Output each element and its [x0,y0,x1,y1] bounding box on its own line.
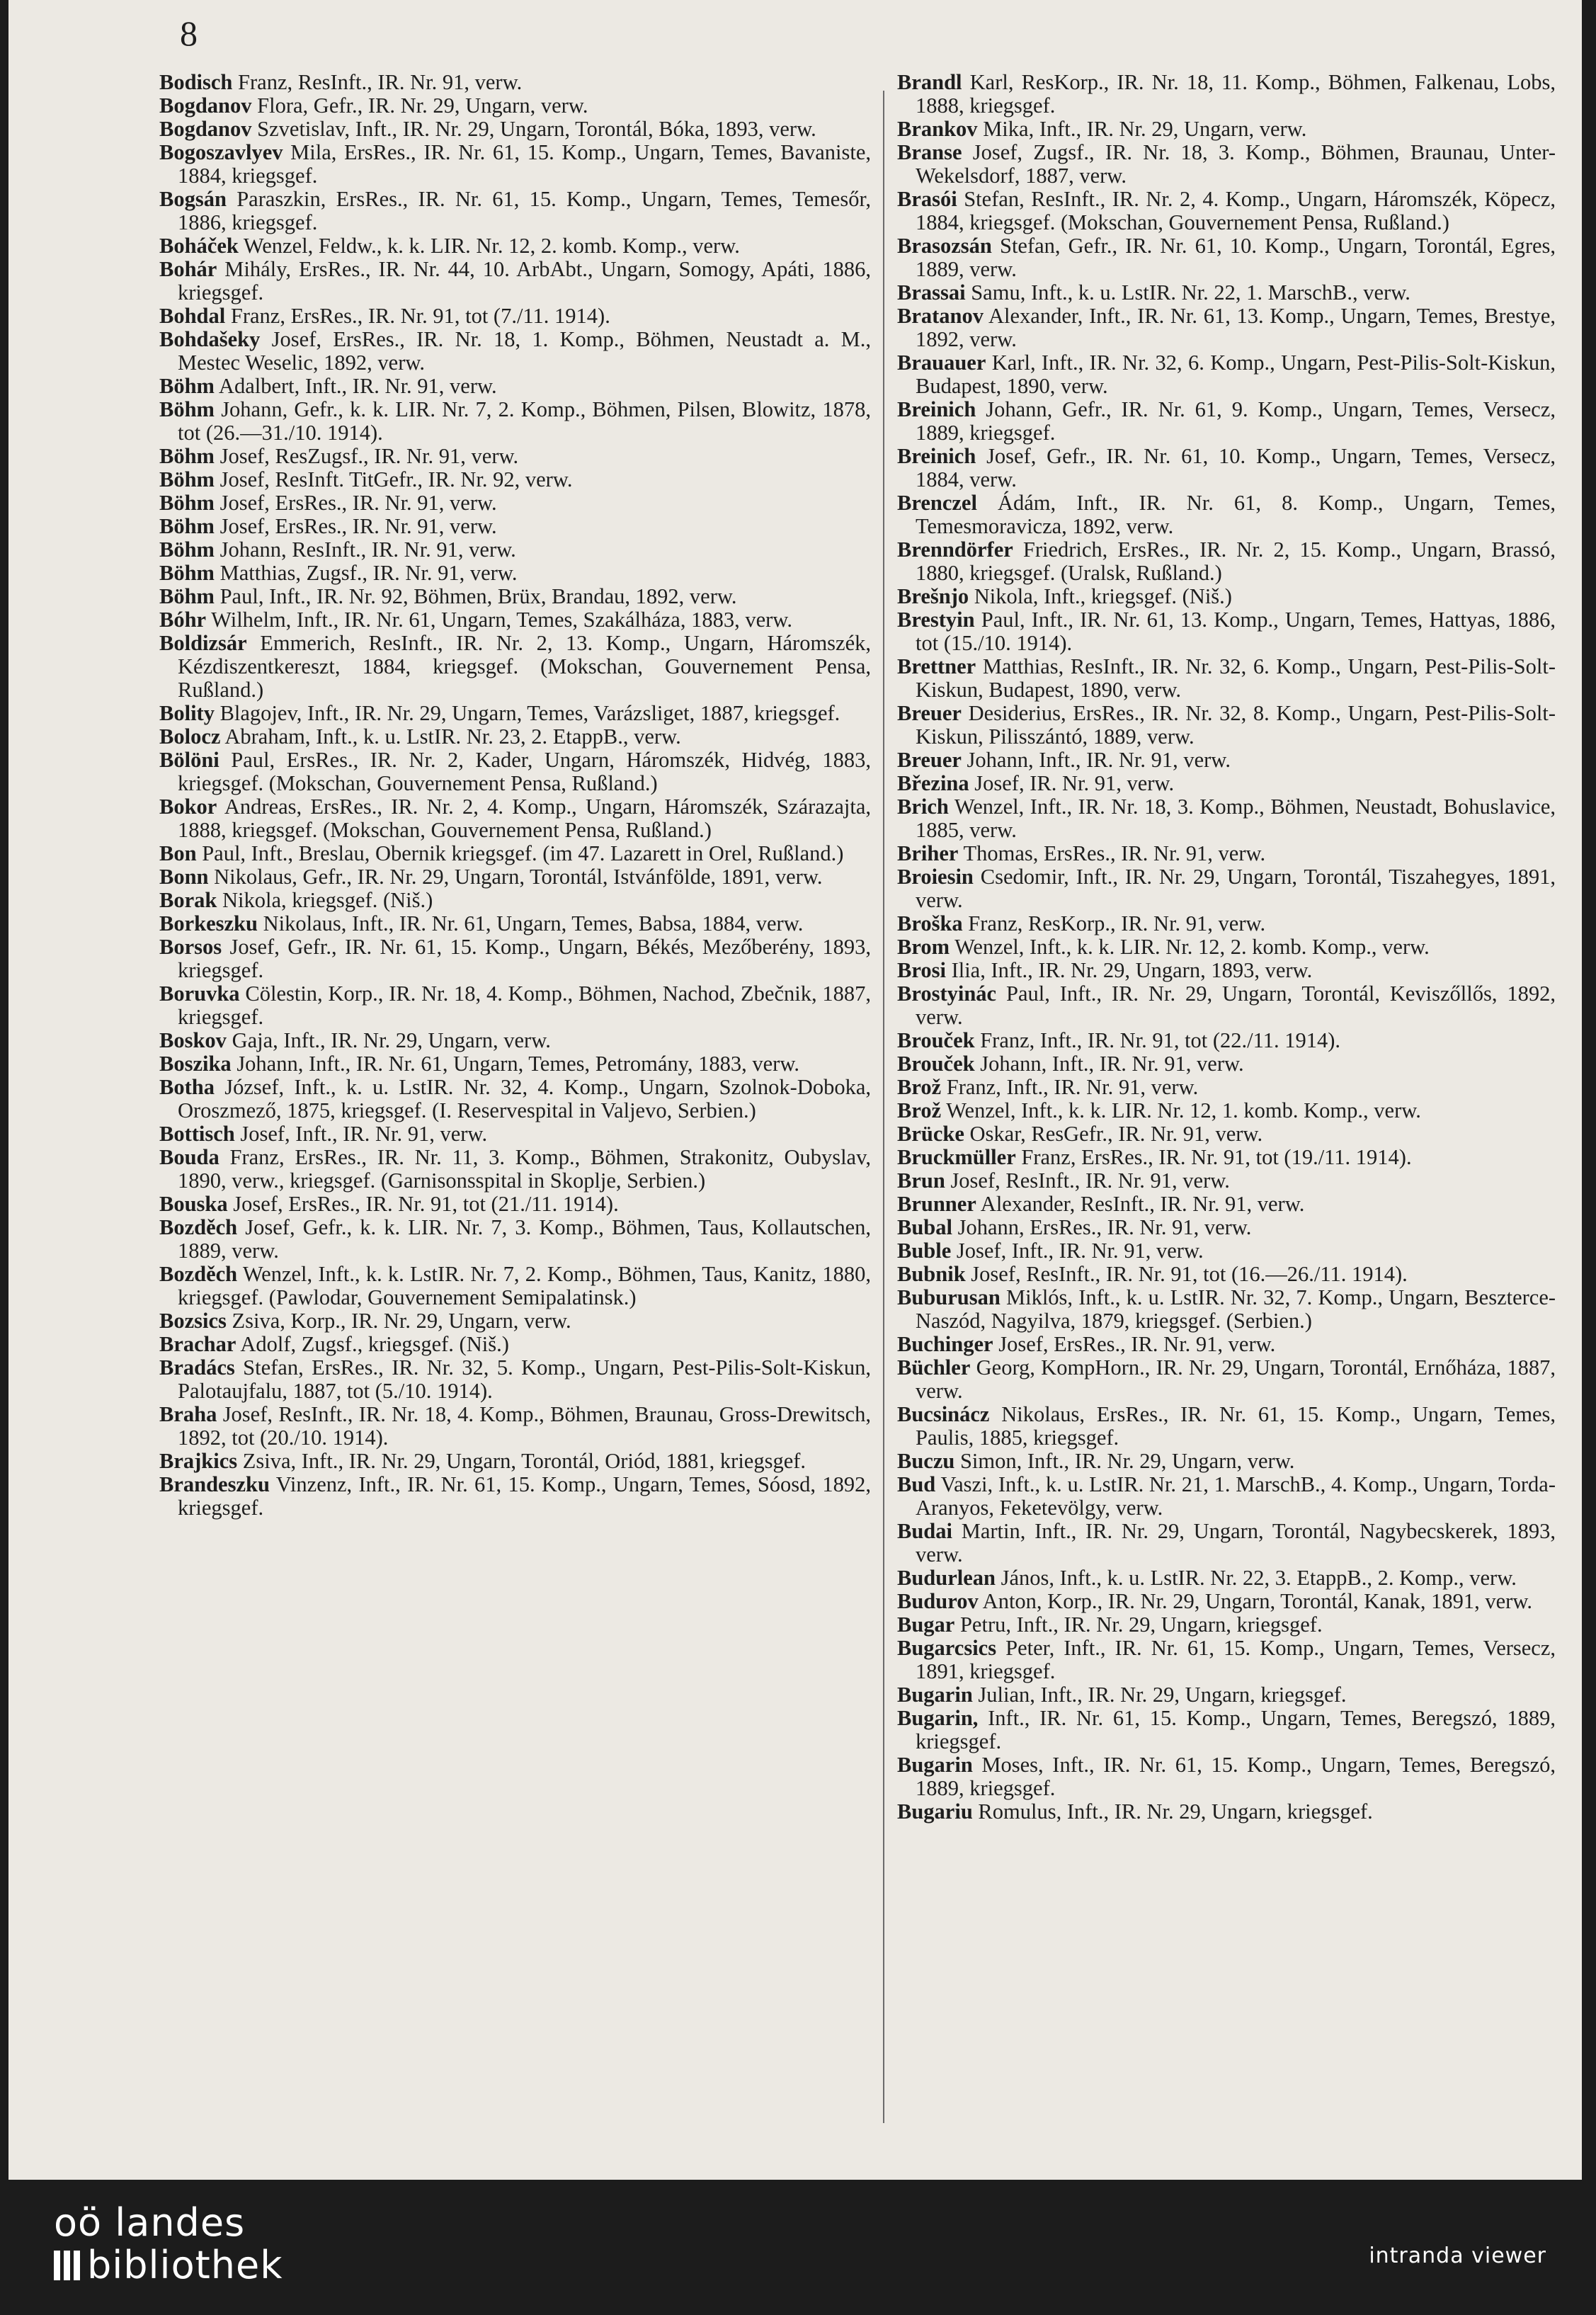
list-entry [897,1613,1556,1637]
entry-details: Johann, ResInft., IR. Nr. 91, verw. [220,537,516,562]
entry-surname: Boszika [159,1052,232,1076]
entry-surname: Boskov [159,1028,227,1052]
entry-surname: Böhm [159,397,215,421]
entry-surname: Bud [897,1472,936,1496]
list-entry [897,118,1556,141]
entry-surname: Böhm [159,467,215,491]
list-entry [159,608,871,632]
entry-details: Cölestin, Korp., IR. Nr. 18, 4. Komp., Böhmen, Nachod, Zbečnik, 1887, kriegsgef. [178,982,872,1029]
entry-details: Paul, Inft., IR. Nr. 92, Böhmen, Brüx, Brandau, 1892, verw. [220,584,737,608]
entry-details: Andreas, ErsRes., IR. Nr. 2, 4. Komp., Ungarn, Háromszék, Szárazajta, 1888, kriegsgef. (Mokschan, Gouvernement Pensa, Rußland.) [178,795,871,842]
entry-surname: Bogsán [159,187,227,211]
entry-surname: Borkeszku [159,911,258,935]
entry-surname: Buburusan [897,1285,1001,1309]
entry-surname: Brešnjo [897,584,969,608]
list-entry [159,889,871,912]
entry-surname: Bugarin [897,1753,973,1777]
list-entry [897,865,1556,912]
list-entry [897,1099,1556,1122]
list-entry [159,1122,871,1146]
entry-surname: Brandeszku [159,1472,270,1496]
list-entry [897,1263,1556,1286]
entry-surname: Bubal [897,1215,952,1239]
entry-surname: Brož [897,1075,942,1099]
entry-surname: Breinich [897,397,976,421]
entry-details: Blagojev, Inft., IR. Nr. 29, Ungarn, Temes, Varázsliget, 1887, kriegsgef. [220,701,840,725]
logo-line-1: oö landes [54,2200,246,2245]
list-entry [897,1333,1556,1356]
list-entry [159,1076,871,1122]
entry-surname: Breuer [897,701,962,725]
entry-details: Wenzel, Inft., k. k. LIR. Nr. 12, 2. komb. Komp., verw. [954,935,1430,959]
entry-surname: Bubnik [897,1262,966,1286]
list-entry [897,702,1556,749]
entry-details: Csedomir, Inft., IR. Nr. 29, Ungarn, Torontál, Tiszahegyes, 1891, verw. [916,865,1556,912]
entry-details: Ilia, Inft., IR. Nr. 29, Ungarn, 1893, verw. [951,958,1313,982]
entry-details: Inft., IR. Nr. 61, 15. Komp., Ungarn, Temes, Beregszó, 1889, kriegsgef. [916,1706,1556,1753]
list-entry [159,935,871,982]
entry-details: Josef, Gefr., IR. Nr. 61, 10. Komp., Ungarn, Temes, Versecz, 1884, verw. [916,444,1556,491]
entry-details: Johann, Gefr., IR. Nr. 61, 9. Komp., Ungarn, Temes, Versecz, 1889, kriegsgef. [916,397,1556,445]
entry-details: Wenzel, Inft., k. k. LstIR. Nr. 7, 2. Komp., Böhmen, Taus, Kanitz, 1880, kriegsgef. (Pawlodar, Gouvernement Semipalatinsk.) [178,1262,871,1309]
entry-details: Josef, ErsRes., IR. Nr. 91, verw. [220,514,497,538]
entry-surname: Böhm [159,374,215,398]
viewer-label[interactable]: intranda viewer [1369,2243,1546,2268]
entry-surname: Bölöni [159,748,220,772]
entry-details: Josef, Inft., IR. Nr. 91, verw. [956,1239,1204,1263]
list-entry [159,795,871,842]
list-entry [159,1333,871,1356]
entry-surname: Büchler [897,1355,971,1380]
entry-surname: Bohár [159,257,217,281]
entry-surname: Botha [159,1075,215,1099]
list-entry [159,725,871,749]
entry-surname: Bohdašeky [159,327,261,351]
entry-surname: Bugar [897,1612,955,1637]
entry-details: Johann, Inft., IR. Nr. 91, verw. [980,1052,1244,1076]
list-entry [159,1146,871,1193]
list-entry [159,1309,871,1333]
entry-details: Romulus, Inft., IR. Nr. 29, Ungarn, kriegsgef. [978,1799,1373,1824]
entry-surname: Brandl [897,70,962,94]
list-entry [159,982,871,1029]
entry-surname: Broiesin [897,865,974,889]
column-divider [883,91,884,2123]
list-entry [897,1239,1556,1263]
list-entry [159,1356,871,1403]
entry-details: Martin, Inft., IR. Nr. 29, Ungarn, Torontál, Nagybecskerek, 1893, verw. [916,1519,1556,1566]
logo-line-2-text: bibliothek [87,2243,283,2287]
entry-surname: Brosi [897,958,946,982]
list-entry [897,749,1556,772]
entry-surname: Breinich [897,444,976,468]
entry-details: Josef, ResZugsf., IR. Nr. 91, verw. [220,444,519,468]
entry-details: Paul, ErsRes., IR. Nr. 2, Kader, Ungarn, Háromszék, Hidvég, 1883, kriegsgef. (Mokschan, Gouvernement Pensa, Rußland.) [178,748,871,795]
entry-details: Franz, ErsRes., IR. Nr. 11, 3. Komp., Böhmen, Strakonitz, Oubyslav, 1890, verw., kriegsgef. (Garnisonsspital in Skoplje, Serbien.) [178,1145,871,1193]
list-entry [897,1753,1556,1800]
list-entry [159,188,871,234]
entry-surname: Boldizsár [159,631,247,655]
list-entry [897,538,1556,585]
entry-surname: Breuer [897,748,962,772]
entry-details: Johann, Gefr., k. k. LIR. Nr. 7, 2. Komp., Böhmen, Pilsen, Blowitz, 1878, tot (26.—31./10. 1914). [178,397,872,445]
entry-surname: Böhm [159,514,215,538]
entry-surname: Bolity [159,701,215,725]
list-entry [897,1146,1556,1169]
entry-details: Josef, Gefr., IR. Nr. 61, 15. Komp., Ungarn, Békés, Mezőberény, 1893, kriegsgef. [178,935,871,982]
entry-surname: Bogoszavlyev [159,140,283,164]
entry-details: Friedrich, ErsRes., IR. Nr. 2, 15. Komp., Ungarn, Brassó, 1880, kriegsgef. (Uralsk, Rußland.) [916,537,1556,585]
entry-surname: Bruckmüller [897,1145,1016,1169]
list-entry [159,515,871,538]
list-entry [897,281,1556,305]
entry-surname: Brestyin [897,608,975,632]
entry-details: Samu, Inft., k. u. LstIR. Nr. 22, 1. MarschB., verw. [971,280,1410,305]
entry-details: Zsiva, Korp., IR. Nr. 29, Ungarn, verw. [232,1309,571,1333]
list-entry [159,749,871,795]
list-entry [897,188,1556,234]
entry-surname: Brasói [897,187,957,211]
entry-details: Miklós, Inft., k. u. LstIR. Nr. 32, 7. Komp., Ungarn, Beszterce-Naszód, Nagyilva, 1879, kriegsgef. (Serbien.) [916,1285,1556,1333]
list-entry [897,1520,1556,1566]
entry-details: Peter, Inft., IR. Nr. 61, 15. Komp., Ungarn, Temes, Versecz, 1891, kriegsgef. [916,1636,1556,1683]
entry-surname: Bugariu [897,1799,973,1824]
entry-details: Josef, Zugsf., IR. Nr. 18, 3. Komp., Böhmen, Braunau, Unter-Wekelsdorf, 1887, verw. [916,140,1556,188]
list-entry [159,865,871,889]
list-entry [159,1403,871,1450]
entry-surname: Bóhr [159,608,207,632]
entry-details: Szvetislav, Inft., IR. Nr. 29, Ungarn, Torontál, Bóka, 1893, verw. [257,117,816,141]
entry-surname: Brunner [897,1192,976,1216]
list-entry [897,959,1556,982]
entry-details: Johann, Inft., IR. Nr. 91, verw. [967,748,1231,772]
entry-surname: Broška [897,911,963,935]
entry-details: Josef, ErsRes., IR. Nr. 91, verw. [998,1332,1276,1356]
list-entry [159,328,871,375]
entry-surname: Bon [159,841,197,865]
entry-details: Josef, ErsRes., IR. Nr. 18, 1. Komp., Böhmen, Neustadt a. M., Mestec Weselic, 1892, verw. [178,327,872,375]
entry-details: Josef, ResInft., IR. Nr. 91, tot (16.—26./11. 1914). [971,1262,1408,1286]
entry-details: Nikolaus, Gefr., IR. Nr. 29, Ungarn, Torontál, Istvánfölde, 1891, verw. [214,865,823,889]
entry-surname: Bugarcsics [897,1636,997,1660]
entry-surname: Brun [897,1168,945,1193]
entry-details: Franz, ErsRes., IR. Nr. 91, tot (19./11. 1914). [1021,1145,1412,1169]
list-entry [897,1216,1556,1239]
entry-surname: Brenndörfer [897,537,1013,562]
entry-surname: Branse [897,140,962,164]
entry-details: Josef, Inft., IR. Nr. 91, verw. [240,1122,488,1146]
entry-surname: Böhm [159,584,215,608]
logo-line-2 [54,2243,283,2287]
entry-details: János, Inft., k. u. LstIR. Nr. 22, 3. EtappB., 2. Komp., verw. [1001,1566,1517,1590]
entry-details: Wenzel, Inft., k. k. LIR. Nr. 12, 1. komb. Komp., verw. [946,1098,1421,1122]
entry-details: Wilhelm, Inft., IR. Nr. 61, Ungarn, Temes, Szakálháza, 1883, verw. [211,608,792,632]
entry-details: Nikolaus, Inft., IR. Nr. 61, Ungarn, Temes, Babsa, 1884, verw. [263,911,804,935]
list-entry [897,1473,1556,1520]
list-entry [159,234,871,258]
entry-surname: Budai [897,1519,952,1543]
entry-surname: Braha [159,1402,217,1426]
entry-surname: Bratanov [897,304,984,328]
entry-details: Karl, ResKorp., IR. Nr. 18, 11. Komp., Böhmen, Falkenau, Lobs, 1888, kriegsgef. [916,70,1556,118]
entry-details: Stefan, ResInft., IR. Nr. 2, 4. Komp., Ungarn, Háromszék, Köpecz, 1884, kriegsgef. (Mokschan, Gouvernement Pensa, Rußland.) [916,187,1556,234]
entry-details: Paraszkin, ErsRes., IR. Nr. 61, 15. Komp., Ungarn, Temes, Temesőr, 1886, kriegsgef. [178,187,872,234]
entry-details: Simon, Inft., IR. Nr. 29, Ungarn, verw. [959,1449,1295,1473]
entry-details: Petru, Inft., IR. Nr. 29, Ungarn, kriegsgef. [959,1612,1323,1637]
list-entry [897,351,1556,398]
list-entry [897,1403,1556,1450]
entry-surname: Böhm [159,537,215,562]
entry-surname: Böhm [159,561,215,585]
list-entry [897,1052,1556,1076]
entry-details: Desiderius, ErsRes., IR. Nr. 32, 8. Komp., Ungarn, Pest-Pilis-Solt-Kiskun, Pilisszántó, 1889, verw. [916,701,1556,749]
entry-surname: Borak [159,888,217,912]
right-column [897,71,1556,1824]
list-entry [159,258,871,305]
entry-details: Georg, KompHorn., IR. Nr. 29, Ungarn, Torontál, Ernőháza, 1887, verw. [916,1355,1556,1403]
scanned-page [8,0,1582,2180]
entry-details: Oskar, ResGefr., IR. Nr. 91, verw. [969,1122,1263,1146]
list-entry [159,445,871,468]
entry-details: Thomas, ErsRes., IR. Nr. 91, verw. [963,841,1266,865]
entry-details: Gaja, Inft., IR. Nr. 29, Ungarn, verw. [232,1028,551,1052]
entry-details: Franz, ResKorp., IR. Nr. 91, verw. [968,911,1266,935]
list-entry [159,118,871,141]
entry-details: Josef, ResInft., IR. Nr. 91, verw. [950,1168,1230,1193]
list-entry [159,398,871,445]
entry-surname: Briher [897,841,959,865]
entry-details: József, Inft., k. u. LstIR. Nr. 32, 4. Komp., Ungarn, Szolnok-Doboka, Oroszmező, 1875, kriegsgef. (I. Reservespital in Valjevo, Serbien.) [178,1075,871,1122]
left-column [159,71,871,1520]
list-entry [159,912,871,935]
list-entry [897,1356,1556,1403]
list-entry [159,71,871,94]
entry-details: Paul, Inft., IR. Nr. 61, 13. Komp., Ungarn, Temes, Hattyas, 1886, tot (15./10. 1914). [916,608,1556,655]
entry-details: Alexander, Inft., IR. Nr. 61, 13. Komp., Ungarn, Temes, Brestye, 1892, verw. [916,304,1556,351]
entry-details: Zsiva, Inft., IR. Nr. 29, Ungarn, Torontál, Oriód, 1881, kriegsgef. [242,1449,806,1473]
entry-surname: Bokor [159,795,217,819]
entry-details: Ádám, Inft., IR. Nr. 61, 8. Komp., Ungarn, Temes, Temesmoravicza, 1892, verw. [916,491,1556,538]
list-entry [159,94,871,118]
entry-details: Nikola, Inft., kriegsgef. (Niš.) [974,584,1232,608]
entry-details: Moses, Inft., IR. Nr. 61, 15. Komp., Ungarn, Temes, Beregszó, 1889, kriegsgef. [916,1753,1556,1800]
entry-details: Vinzenz, Inft., IR. Nr. 61, 15. Komp., Ungarn, Temes, Sóosd, 1892, kriegsgef. [178,1472,871,1520]
entry-surname: Brasozsán [897,234,992,258]
entry-surname: Boháček [159,234,239,258]
entry-surname: Buble [897,1239,952,1263]
entry-surname: Březina [897,771,969,795]
entry-surname: Bozsics [159,1309,227,1333]
entry-details: Nikolaus, ErsRes., IR. Nr. 61, 15. Komp., Ungarn, Temes, Paulis, 1885, kriegsgef. [916,1402,1556,1450]
list-entry [159,632,871,702]
entry-surname: Bozděch [159,1262,238,1286]
entry-surname: Bouska [159,1192,228,1216]
list-entry [159,1029,871,1052]
entry-details: Johann, Inft., IR. Nr. 61, Ungarn, Temes, Petromány, 1883, verw. [236,1052,799,1076]
list-entry [897,655,1556,702]
page-number: 8 [180,13,198,53]
entry-details: Anton, Korp., IR. Nr. 29, Ungarn, Torontál, Kanak, 1891, verw. [982,1589,1533,1613]
entry-details: Mila, ErsRes., IR. Nr. 61, 15. Komp., Ungarn, Temes, Bavaniste, 1884, kriegsgef. [178,140,872,188]
list-entry [897,795,1556,842]
entry-details: Adalbert, Inft., IR. Nr. 91, verw. [218,374,497,398]
entry-details: Julian, Inft., IR. Nr. 29, Ungarn, kriegsgef. [978,1683,1347,1707]
list-entry [897,912,1556,935]
list-entry [897,491,1556,538]
list-entry [897,1029,1556,1052]
list-entry [159,375,871,398]
entry-surname: Brassai [897,280,966,305]
list-entry [159,491,871,515]
list-entry [159,305,871,328]
entry-details: Josef, ResInft. TitGefr., IR. Nr. 92, verw. [220,467,573,491]
entry-surname: Bozděch [159,1215,238,1239]
entry-details: Adolf, Zugsf., kriegsgef. (Niš.) [240,1332,509,1356]
entry-details: Wenzel, Feldw., k. k. LIR. Nr. 12, 2. komb. Komp., verw. [243,234,740,258]
list-entry [897,1122,1556,1146]
list-entry [159,562,871,585]
entry-surname: Bradács [159,1355,235,1380]
entry-details: Franz, Inft., IR. Nr. 91, verw. [946,1075,1199,1099]
entry-surname: Boruvka [159,982,240,1006]
list-entry [159,538,871,562]
entry-surname: Bodisch [159,70,233,94]
entry-surname: Brauauer [897,351,986,375]
entry-details: Stefan, Gefr., IR. Nr. 61, 10. Komp., Ungarn, Torontál, Egres, 1889, verw. [916,234,1556,281]
entry-details: Vaszi, Inft., k. u. LstIR. Nr. 21, 1. MarschB., 4. Komp., Ungarn, Torda-Aranyos, Feketevölgy, verw. [916,1472,1556,1520]
entry-surname: Bottisch [159,1122,235,1146]
list-entry [897,982,1556,1029]
entry-details: Stefan, ErsRes., IR. Nr. 32, 5. Komp., Ungarn, Pest-Pilis-Solt-Kiskun, Palotaujfalu, 1887, tot (5./10. 1914). [178,1355,871,1403]
entry-surname: Brouček [897,1052,975,1076]
entry-surname: Brom [897,935,950,959]
entry-surname: Bogdanov [159,117,252,141]
entry-details: Emmerich, ResInft., IR. Nr. 2, 13. Komp., Ungarn, Háromszék, Kézdiszentkereszt, 1884, kriegsgef. (Mokschan, Gouvernement Pensa, Rußland.) [178,631,872,702]
entry-details: Josef, IR. Nr. 91, verw. [974,771,1175,795]
list-entry [897,1637,1556,1683]
entry-details: Paul, Inft., Breslau, Obernik kriegsgef. (im 47. Lazarett in Orel, Rußland.) [202,841,844,865]
logo-bars-icon [54,2251,80,2280]
entry-surname: Brenczel [897,491,977,515]
entry-surname: Böhm [159,491,215,515]
list-entry [159,1473,871,1520]
list-entry [159,702,871,725]
list-entry [897,772,1556,795]
entry-details: Flora, Gefr., IR. Nr. 29, Ungarn, verw. [257,93,588,118]
list-entry [897,1683,1556,1707]
entry-surname: Böhm [159,444,215,468]
list-entry [897,445,1556,491]
entry-surname: Brettner [897,654,976,678]
entry-details: Franz, Inft., IR. Nr. 91, tot (22./11. 1914). [980,1028,1341,1052]
entry-surname: Brostyinác [897,982,997,1006]
library-logo[interactable] [54,2200,283,2287]
entry-surname: Buczu [897,1449,955,1473]
entry-details: Josef, Gefr., k. k. LIR. Nr. 7, 3. Komp., Böhmen, Taus, Kollautschen, 1889, verw. [178,1215,871,1263]
list-entry [159,842,871,865]
list-entry [159,585,871,608]
entry-details: Mihály, ErsRes., IR. Nr. 44, 10. ArbAbt., Ungarn, Somogy, Apáti, 1886, kriegsgef. [178,257,871,305]
entry-surname: Buchinger [897,1332,993,1356]
entry-details: Karl, Inft., IR. Nr. 32, 6. Komp., Ungarn, Pest-Pilis-Solt-Kiskun, Budapest, 1890, verw. [916,351,1556,398]
entry-details: Josef, ErsRes., IR. Nr. 91, verw. [220,491,497,515]
list-entry [897,1193,1556,1216]
list-entry [159,1193,871,1216]
list-entry [897,585,1556,608]
entry-surname: Brož [897,1098,942,1122]
entry-surname: Brich [897,795,949,819]
entry-surname: Bucsinácz [897,1402,990,1426]
entry-details: Abraham, Inft., k. u. LstIR. Nr. 23, 2. EtappB., verw. [224,724,681,749]
entry-details: Wenzel, Inft., IR. Nr. 18, 3. Komp., Böhmen, Neustadt, Bohuslavice, 1885, verw. [916,795,1556,842]
list-entry [897,1450,1556,1473]
list-entry [159,1216,871,1263]
list-entry [897,234,1556,281]
list-entry [897,305,1556,351]
list-entry [159,1450,871,1473]
list-entry [897,935,1556,959]
list-entry [897,842,1556,865]
entry-surname: Brachar [159,1332,236,1356]
entry-details: Franz, ErsRes., IR. Nr. 91, tot (7./11. 1914). [230,304,610,328]
list-entry [897,1590,1556,1613]
entry-details: Alexander, ResInft., IR. Nr. 91, verw. [980,1192,1305,1216]
entry-details: Johann, ErsRes., IR. Nr. 91, verw. [957,1215,1252,1239]
entry-surname: Bolocz [159,724,221,749]
list-entry [159,1052,871,1076]
list-entry [897,1707,1556,1753]
entry-surname: Bugarin, [897,1706,979,1730]
entry-details: Josef, ResInft., IR. Nr. 18, 4. Komp., Böhmen, Braunau, Gross-Drewitsch, 1892, tot (20./10. 1914). [178,1402,871,1450]
entry-surname: Borsos [159,935,222,959]
entry-surname: Brouček [897,1028,975,1052]
entry-surname: Brankov [897,117,978,141]
list-entry [159,468,871,491]
entry-surname: Budurlean [897,1566,996,1590]
entry-surname: Budurov [897,1589,979,1613]
entry-details: Paul, Inft., IR. Nr. 29, Ungarn, Torontál, Keviszőllős, 1892, verw. [916,982,1556,1029]
list-entry [897,1566,1556,1590]
entry-details: Mika, Inft., IR. Nr. 29, Ungarn, verw. [983,117,1307,141]
entry-surname: Brücke [897,1122,964,1146]
entry-details: Nikola, kriegsgef. (Niš.) [222,888,433,912]
entry-details: Matthias, ResInft., IR. Nr. 32, 6. Komp., Ungarn, Pest-Pilis-Solt-Kiskun, Budapest, 1890, verw. [916,654,1556,702]
list-entry [159,141,871,188]
list-entry [897,608,1556,655]
list-entry [897,141,1556,188]
list-entry [897,1286,1556,1333]
entry-details: Matthias, Zugsf., IR. Nr. 91, verw. [220,561,518,585]
entry-surname: Bogdanov [159,93,252,118]
list-entry [897,1169,1556,1193]
entry-details: Franz, ResInft., IR. Nr. 91, verw. [238,70,523,94]
list-entry [159,1263,871,1309]
entry-surname: Bohdal [159,304,226,328]
entry-details: Josef, ErsRes., IR. Nr. 91, tot (21./11. 1914). [233,1192,619,1216]
list-entry [897,1800,1556,1824]
list-entry [897,71,1556,118]
entry-surname: Bonn [159,865,209,889]
list-entry [897,1076,1556,1099]
entry-surname: Bugarin [897,1683,973,1707]
entry-surname: Bouda [159,1145,220,1169]
entry-surname: Brajkics [159,1449,238,1473]
list-entry [897,398,1556,445]
